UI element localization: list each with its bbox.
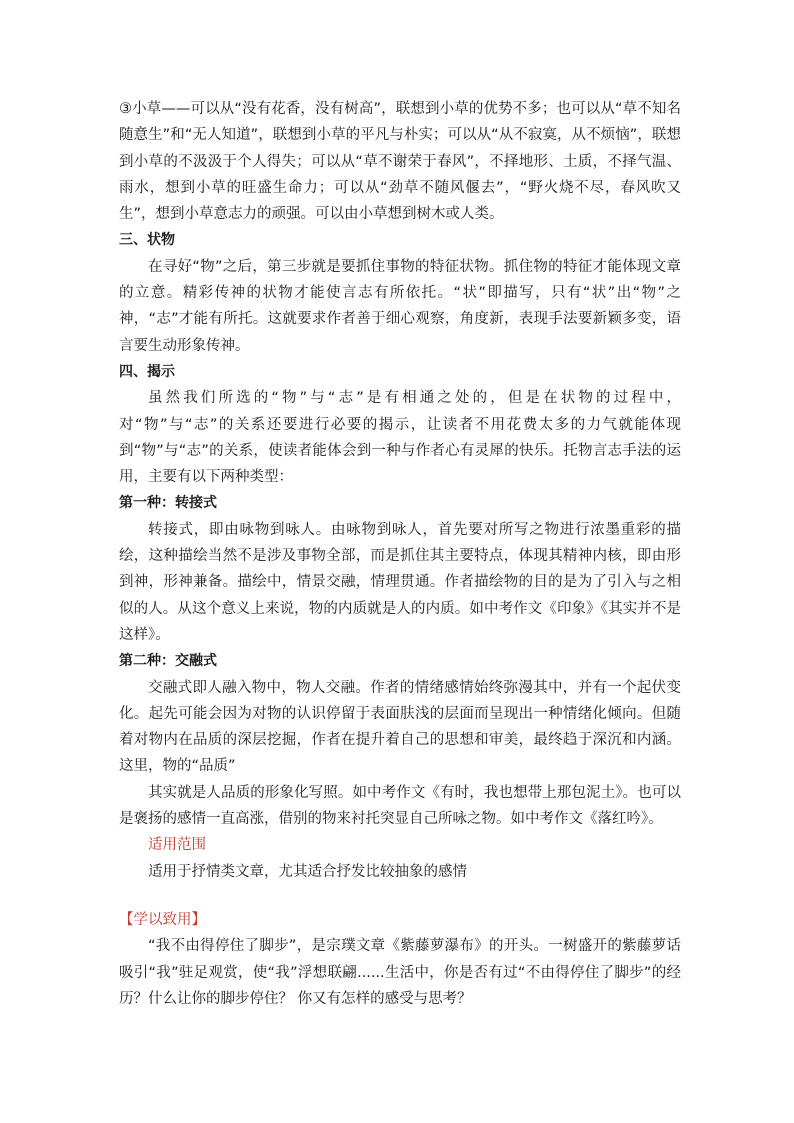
document-page bbox=[119, 96, 681, 1012]
section-heading-describe-object: 三、状物 bbox=[119, 232, 175, 249]
paragraph-writing-prompt: “我不由得停住了脚步”，是宗璞文章《紫藤萝瀑布》的开头。一树盛开的紫藤萝话吸引“我”驻足观赏，使“我”浮想联翩......生活中，你是否有过“不由得停住了脚步”的经历？什么让你的脚步停住？ 你又有怎样的感受与思考？ bbox=[119, 938, 681, 1007]
label-apply-learning: 【学以致用】 bbox=[119, 911, 206, 928]
paragraph-describe-object: 在寻好“物”之后，第三步就是要抓住事物的特征状物。抓住物的特征才能体现文章的立意。精彩传神的状物才能使言志有所依托。“状”即描写，只有“状”出“物”之神，“志”才能有所托。这就要求作者善于细心观察，角度新，表现手法要新颖多变，语言要生动形象传神。 bbox=[119, 258, 681, 354]
subheading-fusion-type: 第二种：交融式 bbox=[119, 653, 217, 670]
paragraph-reveal: 虽然我们所选的“物”与“志”是有相通之处的，但是在状物的过程中，对“物”与“志”的关系还要进行必要的揭示，让读者不用花费太多的力气就能体现到“物”与“志”的关系，使读者能体会到一种与作者心有灵犀的快乐。托物言志手法的运用，主要有以下两种类型： bbox=[119, 390, 681, 486]
subheading-transition-type: 第一种：转接式 bbox=[119, 495, 217, 512]
paragraph-grass-association: ③小草——可以从“没有花香，没有树高”，联想到小草的优势不多；也可以从“草不知名随意生”和“无人知道”，联想到小草的平凡与朴实；可以从“从不寂寞，从不烦恼”，联想到小草的不汲汲于个人得失；可以从“草不谢荣于春风”，不择地形、土质，不择气温、雨水，想到小草的旺盛生命力；可以从“劲草不随风偃去”，“野火烧不尽，春风吹又生”，想到小草意志力的顽强。可以由小草想到树木或人类。 bbox=[119, 101, 681, 223]
paragraph-applicable-scope: 适用于抒情类文章，尤其适合抒发比较抽象的感情 bbox=[148, 863, 467, 880]
label-applicable-scope: 适用范围 bbox=[148, 837, 206, 854]
paragraph-transition-type: 转接式，即由咏物到咏人。由咏物到咏人，首先要对所写之物进行浓墨重彩的描绘，这种描绘当然不是涉及事物全部，而是抓住其主要特点，体现其精神内核，即由形到神，形神兼备。描绘中，情景交融，情理贯通。作者描绘物的目的是为了引入与之相似的人。从这个意义上来说，物的内质就是人的内质。如中考作文《印象》《其实并不是这样》。 bbox=[119, 521, 681, 643]
paragraph-fusion-type: 交融式即人融入物中，物人交融。作者的情绪感情始终弥漫其中，并有一个起伏变化。起先可能会因为对物的认识停留于表面肤浅的层面而呈现出一种情绪化倾向。但随着对物内在品质的深层挖掘，作者在提升着自己的思想和审美，最终趋于深沉和内涵。这里，物的“品质” bbox=[119, 679, 681, 775]
paragraph-fusion-type-continued: 其实就是人品质的形象化写照。如中考作文《有时，我也想带上那包泥土》。也可以是褒扬的感情一直高涨，借别的物来衬托突显自己所咏之物。如中考作文《落红吟》。 bbox=[119, 784, 681, 828]
section-heading-reveal: 四、揭示 bbox=[119, 363, 175, 380]
section-spacer bbox=[119, 885, 681, 907]
